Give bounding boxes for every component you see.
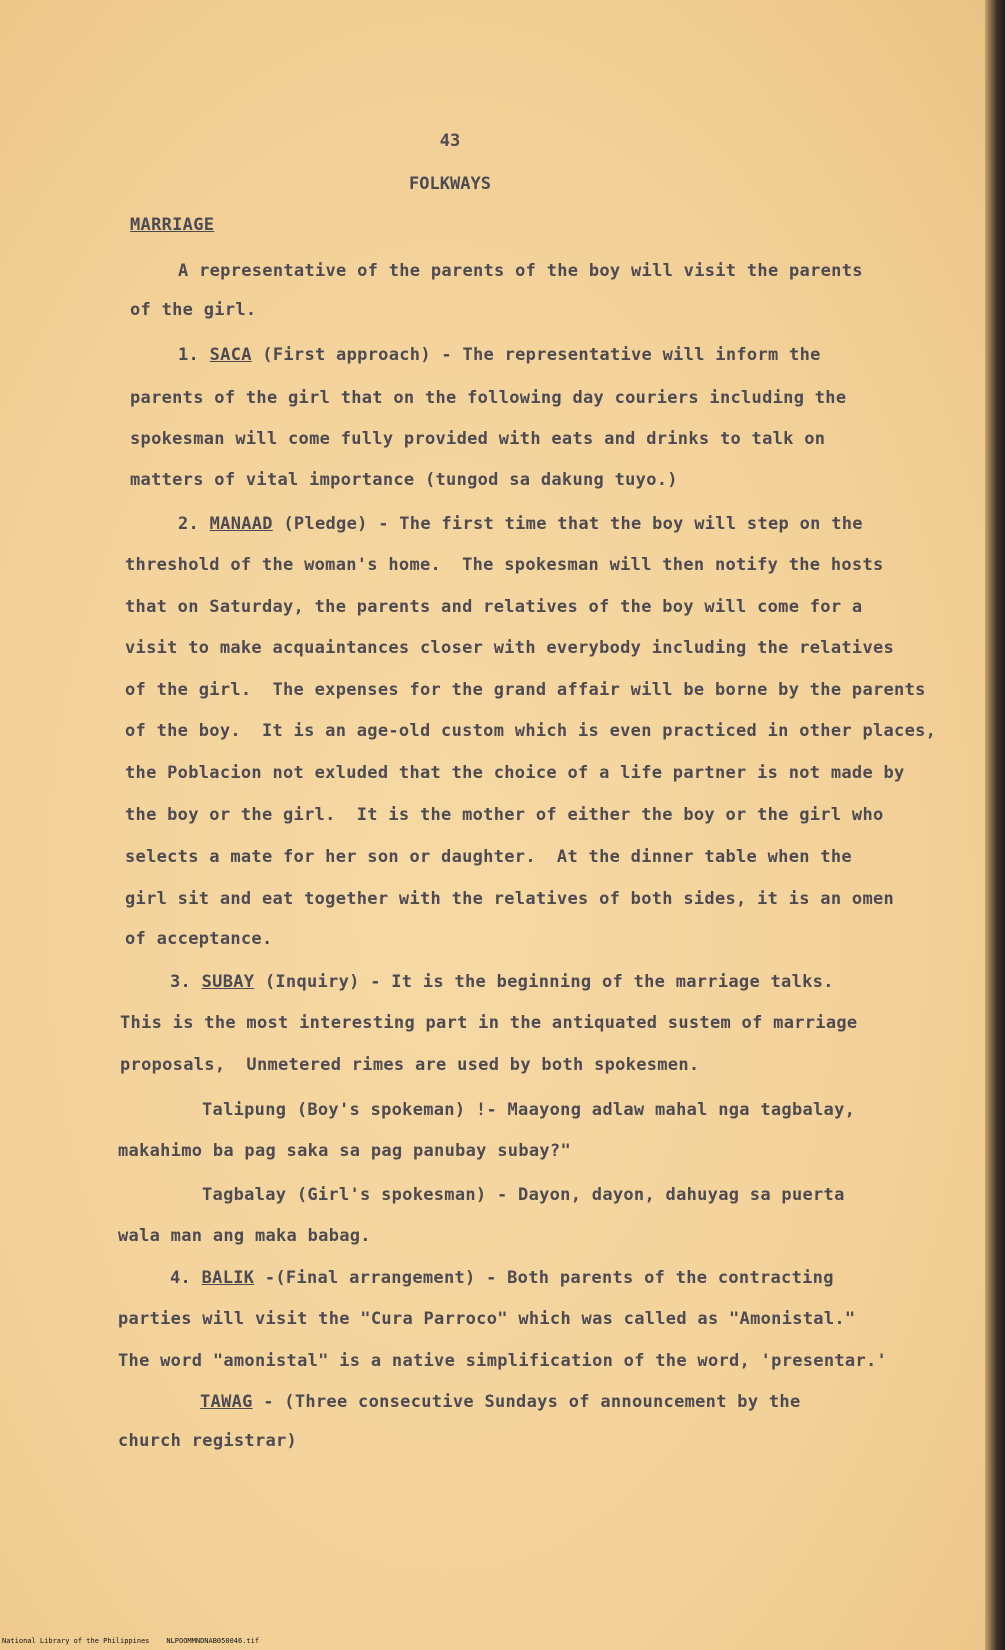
term-manaad: MANAAD — [209, 514, 273, 534]
dialogue-line: Tagbalay (Girl's spokesman) - Dayon, dayon, dahuyag sa puerta — [202, 1185, 845, 1205]
paragraph-saca-first-line — [178, 345, 821, 365]
manaad-line: the boy or the girl. It is the mother of either the boy or the girl who — [125, 805, 884, 825]
item-number: 3. — [170, 972, 192, 992]
paragraph-subay-first-line — [170, 972, 834, 992]
page-number: 43 — [439, 131, 461, 151]
section-title: FOLKWAYS — [409, 174, 491, 194]
manaad-line: visit to make acquaintances closer with everybody including the relatives — [125, 638, 895, 658]
saca-line: spokesman will come fully provided with eats and drinks to talk on — [130, 429, 826, 449]
term-balik: BALIK — [201, 1268, 255, 1288]
item-number: 1. — [178, 345, 200, 365]
subay-text: (Inquiry) - It is the beginning of the marriage talks. — [254, 972, 834, 992]
tawag-text: - (Three consecutive Sundays of announcement by the — [252, 1392, 801, 1412]
saca-line: parents of the girl that on the following day couriers including the — [130, 388, 847, 408]
dialogue-line: Talipung (Boy's spokeman) !- Maayong adlaw mahal nga tagbalay, — [202, 1100, 856, 1120]
paragraph-balik-first-line — [170, 1268, 834, 1288]
balik-line: parties will visit the "Cura Parroco" which was called as "Amonistal." — [118, 1309, 856, 1329]
page-edge-shadow — [985, 0, 1005, 1650]
manaad-line: girl sit and eat together with the relatives of both sides, it is an omen — [125, 889, 895, 909]
intro-line: A representative of the parents of the boy will visit the parents — [178, 261, 863, 281]
saca-line: matters of vital importance (tungod sa dakung tuyo.) — [130, 470, 678, 490]
tawag-line: church registrar) — [118, 1431, 298, 1451]
subay-line: This is the most interesting part in the antiquated sustem of marriage — [120, 1013, 858, 1033]
saca-text: (First approach) - The representative will inform the — [251, 345, 821, 365]
paragraph-manaad-first-line — [178, 514, 863, 534]
term-saca: SACA — [209, 345, 252, 365]
dialogue-line: wala man ang maka babag. — [118, 1226, 371, 1246]
dialogue-line: makahimo ba pag saka sa pag panubay subay?" — [118, 1141, 571, 1161]
manaad-text: (Pledge) - The first time that the boy will step on the — [272, 514, 863, 534]
subay-line: proposals, Unmetered rimes are used by both spokesmen. — [120, 1055, 700, 1075]
balik-line: The word "amonistal" is a native simplification of the word, 'presentar.' — [118, 1351, 888, 1371]
manaad-line: of the girl. The expenses for the grand affair will be borne by the parents — [125, 680, 926, 700]
paragraph-tawag-first-line — [200, 1392, 801, 1412]
manaad-line: threshold of the woman's home. The spokesman will then notify the hosts — [125, 555, 884, 575]
item-number: 2. — [178, 514, 200, 534]
intro-line: of the girl. — [130, 300, 257, 320]
manaad-line: selects a mate for her son or daughter. At the dinner table when the — [125, 847, 852, 867]
manaad-line: of the boy. It is an age-old custom which is even practiced in other places, — [125, 721, 937, 741]
item-number: 4. — [170, 1268, 192, 1288]
subsection-title: MARRIAGE — [130, 215, 215, 235]
archive-footer: National Library of the Philippines NLPOOMMNDNAB050046.tif — [2, 1637, 260, 1645]
term-subay: SUBAY — [201, 972, 255, 992]
term-tawag: TAWAG — [200, 1392, 253, 1412]
balik-text: -(Final arrangement) - Both parents of the contracting — [254, 1268, 834, 1288]
manaad-line: of acceptance. — [125, 929, 273, 949]
manaad-line: the Poblacion not exluded that the choice of a life partner is not made by — [125, 763, 905, 783]
manaad-line: that on Saturday, the parents and relatives of the boy will come for a — [125, 597, 863, 617]
